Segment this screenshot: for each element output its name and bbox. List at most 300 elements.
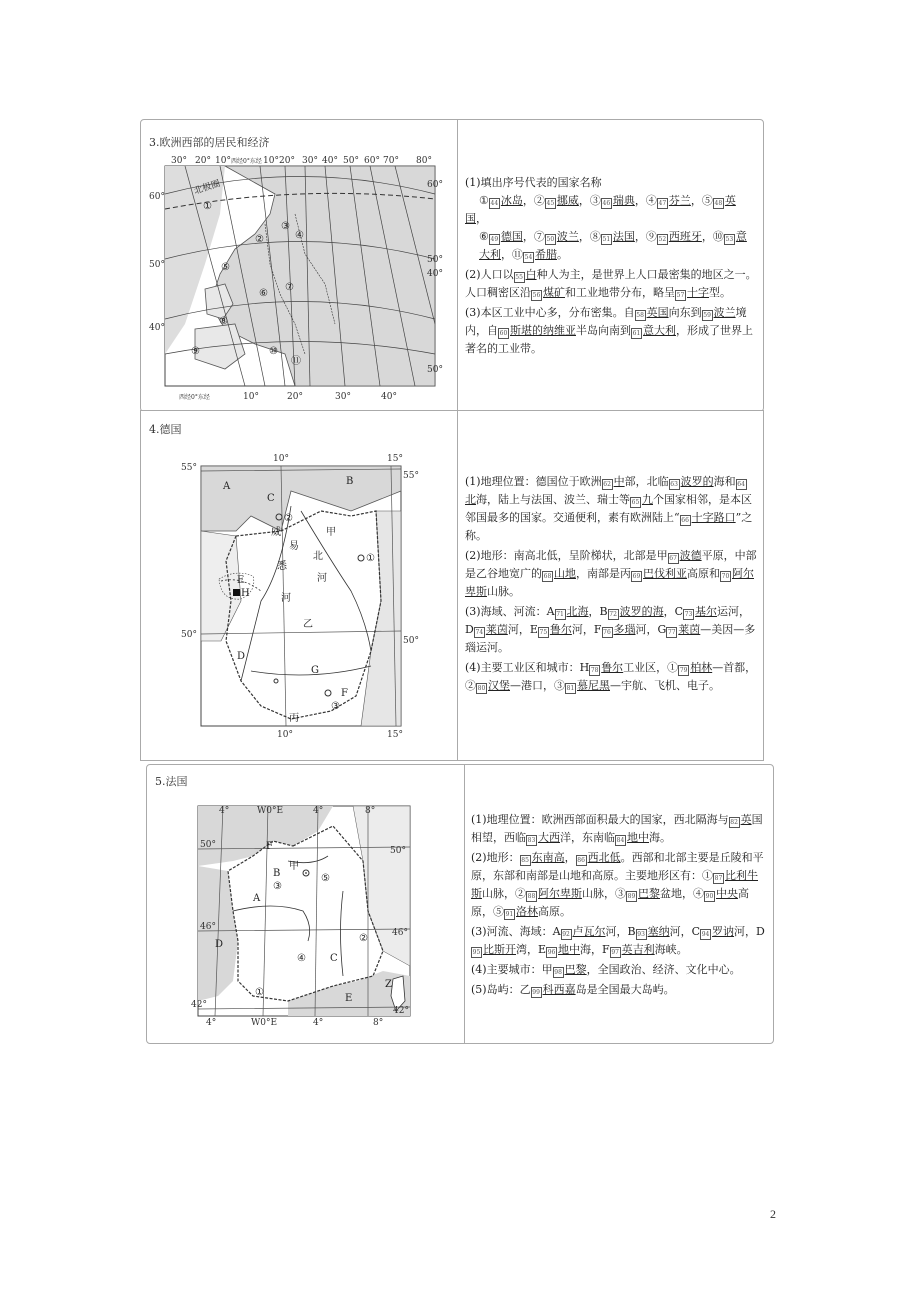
answer-text: 基尔	[695, 605, 718, 618]
answer-text: 大利	[479, 248, 501, 261]
map-marker: ⑩	[269, 346, 278, 357]
answer-number-box: 95	[472, 949, 481, 956]
question-text: 海和	[713, 475, 736, 488]
s5-q3	[471, 923, 767, 959]
answer-text: 法国	[612, 230, 635, 243]
question-text: 河，B	[605, 925, 636, 938]
answer-number-box: 76	[603, 629, 611, 636]
map-label: C	[267, 493, 275, 504]
question-text: 山脉。	[487, 585, 520, 598]
answer-text: 地中	[558, 943, 581, 956]
question-text: 海，F	[580, 943, 610, 956]
question-text: 湾，E	[516, 943, 547, 956]
lon-label: 60°	[364, 156, 380, 166]
answer-number-box: 49	[490, 236, 499, 243]
lon-label: 8°	[373, 1018, 384, 1028]
answer-number-box: 70	[721, 573, 730, 580]
map-label: G	[311, 665, 319, 676]
lon-label: 10°	[263, 156, 279, 166]
question-text: 岛是全国最大岛屿。	[575, 983, 675, 996]
lon-label: 70°	[383, 156, 399, 166]
lon-label: 80°	[416, 156, 432, 166]
answer-text: 西班牙	[668, 230, 702, 243]
map-label: 丙	[289, 713, 299, 724]
answer-text: 阿尔卑斯	[538, 887, 582, 900]
map-label: F	[266, 841, 273, 852]
question-text: ，④	[634, 194, 657, 207]
question-text: (2)地形：南高北低，呈阶梯状，北部是甲	[465, 549, 668, 562]
lon-label: 15°	[387, 730, 403, 740]
lat-label: 50°	[427, 255, 443, 265]
answer-text: 波德	[679, 549, 702, 562]
question-text: 种人为主，是世界上人口最密集的地区之一。人口稠密区沿	[465, 268, 757, 299]
answer-number-box: 98	[554, 969, 562, 976]
question-text: 国相望，西临	[471, 813, 763, 844]
question-text: ，	[476, 212, 487, 225]
answer-text: 地中	[627, 831, 649, 844]
answer-text: 洛林	[516, 905, 538, 918]
answer-number-box: 84	[616, 837, 625, 844]
question-text: 河，D	[734, 925, 765, 938]
answer-number-box: 79	[679, 667, 688, 674]
answer-number-box: 80	[477, 685, 486, 692]
map-marker: ③	[281, 221, 290, 232]
answer-text: 西北低	[587, 851, 621, 864]
map-label: A	[223, 481, 231, 492]
map-label: ⑤	[321, 873, 330, 884]
lat-label: 55°	[181, 463, 197, 473]
question-text: ”之称。	[465, 511, 753, 542]
answer-text: 多瑙	[613, 623, 636, 636]
answer-text: 煤矿	[543, 286, 565, 299]
lat-label: 50°	[149, 260, 165, 270]
answer-number-box: 63	[670, 481, 678, 488]
answer-text: 挪威	[556, 194, 579, 207]
answer-text: 鲁尔	[601, 661, 624, 674]
question-text: 向东到	[668, 306, 702, 319]
map-label: ①	[366, 553, 375, 564]
lat-label: 42°	[393, 1006, 409, 1016]
lon-label: 40°	[381, 392, 397, 402]
answer-text: 莱茵	[485, 623, 508, 636]
question-text: 河，C	[669, 925, 701, 938]
answer-text: 塞纳	[647, 925, 670, 938]
lon-label: 10°	[273, 454, 289, 464]
answer-number-box: 57	[676, 292, 685, 299]
question-text: (5)岛屿：乙	[471, 983, 531, 996]
map-marker: ①	[203, 201, 212, 212]
answer-text: 九	[642, 493, 653, 506]
answer-number-box: 92	[562, 931, 570, 938]
answer-text: 东南高	[531, 851, 565, 864]
question-text: ，形成了世界上著名的工业带。	[465, 324, 753, 355]
europe-map-svg	[149, 154, 445, 404]
s4-q2	[465, 547, 757, 601]
question-text: (3)海域、河流：A	[465, 605, 555, 618]
section-4-answers	[465, 473, 757, 697]
s4-q4	[465, 659, 757, 695]
map-label: D	[215, 939, 224, 950]
answer-number-box: 96	[547, 949, 556, 956]
answer-number-box: 75	[539, 629, 548, 636]
question-text: (4)主要城市：甲	[471, 963, 553, 976]
column-divider	[457, 411, 458, 760]
lon-label: 40°	[322, 156, 338, 166]
answer-text: 波罗的海	[619, 605, 664, 618]
answer-text: 英国	[465, 194, 736, 225]
question-text: —美因—多瑙运河。	[465, 623, 756, 654]
answer-text: 慕尼黑	[577, 679, 610, 692]
answer-text: 英吉利	[621, 943, 655, 956]
lon-label: 10°	[243, 392, 259, 402]
answer-number-box: 61	[632, 330, 641, 337]
question-text: 部，北临	[624, 475, 669, 488]
answer-number-box: 53	[725, 236, 734, 243]
question-text: ，②	[522, 194, 545, 207]
answer-number-box: 82	[730, 819, 738, 826]
answer-text: 北	[465, 493, 476, 506]
answer-number-box: 48	[714, 200, 723, 207]
answer-number-box: 97	[611, 949, 619, 956]
answer-text: 柏林	[690, 661, 713, 674]
section-4-title: 4.德国	[149, 423, 182, 436]
map-label: 甲	[289, 861, 299, 872]
map-label: B	[346, 476, 354, 487]
question-text: ，	[564, 851, 576, 864]
answer-number-box: 93	[637, 931, 645, 938]
answer-number-box: 55	[515, 274, 523, 281]
question-text: 和工业地带分布，略呈	[565, 286, 675, 299]
section-4-panel	[140, 410, 764, 761]
answer-text: 瑞典	[612, 194, 635, 207]
answer-number-box: 52	[658, 236, 667, 243]
answer-text: 鲁尔	[549, 623, 572, 636]
question-text: 海，陆上与法国、波兰、瑞士等	[476, 493, 630, 506]
answer-number-box: 60	[499, 330, 508, 337]
lat-label: 50°	[403, 636, 419, 646]
question-text: 平原，中部是乙谷地宽广的	[465, 549, 757, 580]
answer-number-box: 99	[532, 989, 540, 996]
question-text: 工业区，①	[623, 661, 679, 674]
lat-label: 50°	[390, 846, 406, 856]
question-text: —首都，②	[465, 661, 757, 692]
map-marker: ②	[255, 234, 264, 245]
lat-label: 50°	[181, 630, 197, 640]
answer-text: 波罗的	[680, 475, 714, 488]
lon-label: 10°	[215, 156, 231, 166]
answer-text: 德国	[500, 230, 523, 243]
answer-number-box: 86	[577, 857, 585, 864]
question-text: 山脉，③	[582, 887, 626, 900]
map-label: B	[273, 868, 281, 879]
answer-number-box: 59	[703, 312, 711, 319]
germany-map-svg	[181, 451, 421, 741]
s3-q2	[465, 266, 757, 302]
lon-label: 30°	[302, 156, 318, 166]
answer-text: 莱茵	[678, 623, 701, 636]
question-text: (2)地形：	[471, 851, 520, 864]
column-divider	[464, 765, 465, 1043]
map-label: 北	[313, 551, 323, 562]
question-text: 河，G	[635, 623, 667, 636]
map-label: ②	[359, 933, 368, 944]
question-text: 海峡。	[654, 943, 688, 956]
answer-number-box: 65	[631, 499, 640, 506]
question-text: ，⑦	[522, 230, 545, 243]
section-5-panel	[146, 764, 774, 1044]
answer-text: 英	[740, 813, 752, 826]
answer-number-box: 62	[603, 481, 611, 488]
question-text: 洋，东南临	[560, 831, 615, 844]
question-text: 个国家相邻，是本区邻国最多的国家。交通便利，素有欧洲陆上“	[465, 493, 752, 524]
lon-label: 10°	[277, 730, 293, 740]
answer-number-box: 58	[636, 312, 644, 319]
s3-q1-lead: (1)填出序号代表的国家名称	[465, 176, 602, 189]
lon-label: 30°	[335, 392, 351, 402]
map-marker: ⑧	[219, 316, 228, 327]
question-text: ，B	[588, 605, 608, 618]
question-text: (3)本区工业中心多，分布密集。自	[465, 306, 635, 319]
answer-number-box: 72	[609, 611, 617, 618]
lon-label: W0°E	[251, 1018, 278, 1028]
question-text: 河，E	[507, 623, 538, 636]
answer-text: 芬兰	[668, 194, 691, 207]
europe-map	[149, 154, 445, 404]
question-text: ，⑪	[501, 248, 523, 261]
map-label: 易	[289, 541, 299, 552]
lat-label: 40°	[149, 323, 165, 333]
answer-text: 北海	[566, 605, 589, 618]
question-text: 海。	[649, 831, 671, 844]
question-text: ，C	[663, 605, 684, 618]
map-label: C	[330, 953, 338, 964]
answer-number-box: 56	[532, 292, 541, 299]
question-text: —港口，③	[510, 679, 565, 692]
lat-label: 60°	[427, 180, 443, 190]
answer-text: 冰岛	[500, 194, 523, 207]
lon-label: 4°	[206, 1018, 217, 1028]
answer-text: 卢瓦尔	[572, 925, 606, 938]
section-3-panel	[140, 119, 764, 412]
map-label: E	[345, 993, 353, 1004]
section-5-answers	[471, 811, 767, 1001]
question-text: 。	[557, 248, 568, 261]
answer-number-box: 67	[669, 555, 677, 562]
map-label: Z	[385, 979, 392, 990]
lon-label: W0°E	[257, 806, 284, 816]
map-label: 河	[317, 573, 327, 584]
answer-text: 大西	[538, 831, 560, 844]
answer-text: 巴伐利亚	[643, 567, 687, 580]
question-text: 高原，⑤	[471, 887, 749, 918]
map-label: A	[253, 893, 261, 904]
lat-label: 42°	[191, 1000, 207, 1010]
answer-number-box: 89	[627, 893, 636, 900]
answer-number-box: 71	[556, 611, 564, 618]
lon-label: 20°	[279, 156, 295, 166]
answer-number-box: 81	[566, 685, 575, 692]
answer-text: 波兰	[556, 230, 579, 243]
answer-number-box: 87	[714, 875, 723, 882]
answer-text: 十字路口	[691, 511, 736, 524]
question-text: ，⑤	[690, 194, 713, 207]
question-text: 山脉，②	[482, 887, 526, 900]
lat-label: 46°	[392, 928, 408, 938]
question-text: ，全国政治、经济、文化中心。	[586, 963, 741, 976]
answer-text: 英国	[646, 306, 669, 319]
answer-text: 比利牛斯	[471, 869, 758, 900]
answer-number-box: 54	[524, 254, 533, 261]
lat-label: 40°	[427, 269, 443, 279]
s5-q4	[471, 961, 767, 979]
answer-number-box: 83	[527, 837, 536, 844]
answer-number-box: 85	[521, 857, 529, 864]
map-label: ③	[273, 881, 282, 892]
lon-label: 20°	[287, 392, 303, 402]
s3-q3	[465, 304, 757, 358]
question-text: 盆地，④	[660, 887, 704, 900]
answer-text: 比斯开	[483, 943, 516, 956]
question-text: 河，F	[571, 623, 602, 636]
map-label: 乙	[303, 619, 313, 630]
map-label: E	[237, 575, 245, 586]
map-marker: ⑤	[221, 262, 230, 273]
answer-number-box: 94	[701, 931, 710, 938]
question-text: 高原。	[538, 905, 571, 918]
answer-text: 巴黎	[564, 963, 587, 976]
answer-number-box: 50	[546, 236, 555, 243]
answer-number-box: 44	[490, 200, 499, 207]
lon-label: 20°	[195, 156, 211, 166]
question-text: 高原和	[687, 567, 720, 580]
answer-number-box: 64	[737, 481, 745, 488]
lon-label: 4°	[313, 1018, 324, 1028]
section-3-answers	[465, 174, 757, 360]
map-label: 甲	[326, 527, 336, 538]
question-text: (2)人口以	[465, 268, 514, 281]
answer-number-box: 90	[705, 893, 714, 900]
answer-number-box: 91	[505, 911, 514, 918]
lon-label: 西经0°东经	[179, 394, 210, 401]
question-text: ，⑧	[578, 230, 601, 243]
lat-label: 55°	[403, 471, 419, 481]
question-text: (4)主要工业区和城市：H	[465, 661, 590, 674]
answer-text: 汉堡	[488, 679, 510, 692]
answer-text: 阿尔卑斯	[465, 567, 754, 598]
answer-text: 中央	[716, 887, 738, 900]
answer-number-box: 77	[667, 629, 676, 636]
map-marker: ⑥	[259, 288, 268, 299]
map-label: ③	[331, 701, 340, 712]
map-marker: ⑦	[285, 282, 294, 293]
lon-label: 4°	[219, 806, 230, 816]
map-label: 威	[271, 527, 281, 538]
answer-text: 山地	[554, 567, 576, 580]
lon-label: 30°	[171, 156, 187, 166]
map-label: 河	[281, 593, 291, 604]
map-marker: ⑪	[291, 356, 301, 367]
lat-label: 50°	[200, 840, 216, 850]
section-5-title: 5.法国	[155, 775, 188, 788]
lat-label: 50°	[427, 365, 443, 375]
answer-number-box: 69	[632, 573, 641, 580]
question-text: (3)河流、海域：A	[471, 925, 561, 938]
question-text: ⑥	[479, 230, 489, 243]
answer-text: 白	[525, 268, 537, 281]
lon-label: 50°	[343, 156, 359, 166]
answer-text: 斯堪的纳维亚	[510, 324, 576, 337]
lat-label: 60°	[149, 192, 165, 202]
question-text: ，⑩	[701, 230, 724, 243]
lon-label: 4°	[313, 806, 324, 816]
france-map-svg	[193, 801, 423, 1027]
answer-text: 意大利	[643, 324, 676, 337]
s5-q1	[471, 811, 767, 847]
answer-number-box: 47	[658, 200, 667, 207]
germany-map	[181, 451, 421, 741]
map-label: ①	[255, 987, 264, 998]
map-marker: ⑨	[191, 346, 200, 357]
lon-label: 8°	[365, 806, 376, 816]
map-marker: ④	[295, 230, 304, 241]
question-text: 运河，D	[465, 605, 751, 636]
france-map	[193, 801, 423, 1027]
s3-q1	[465, 174, 757, 264]
answer-number-box: 45	[546, 200, 555, 207]
question-text: 。西部和北部主要是丘陵和平原，东部和南部是山地和高原。主要地形区有：①	[471, 851, 764, 882]
answer-text: 希腊	[535, 248, 557, 261]
section-3-title: 3.欧洲西部的居民和经济	[149, 136, 270, 149]
lat-label: 46°	[200, 922, 216, 932]
s4-q1	[465, 473, 757, 545]
lon-label: 15°	[387, 454, 403, 464]
map-label: F	[341, 688, 348, 699]
map-label: D	[237, 651, 246, 662]
answer-text: 科西嘉	[542, 983, 576, 996]
question-text: 境内，自	[465, 306, 747, 337]
answer-text: 波兰	[713, 306, 736, 319]
answer-text: 十字	[687, 286, 709, 299]
question-text: ，⑨	[634, 230, 657, 243]
map-label: ②	[284, 513, 293, 524]
question-text: ，南部是丙	[576, 567, 631, 580]
arctic-circle-label: 北极圈	[192, 178, 222, 197]
question-text: 型。	[709, 286, 731, 299]
map-label: ④	[297, 953, 306, 964]
answer-number-box: 78	[590, 667, 599, 674]
answer-text: 意	[735, 230, 747, 243]
answer-number-box: 73	[684, 611, 693, 618]
lon-label: 西经0°东经	[231, 158, 262, 165]
s5-q2	[471, 849, 767, 921]
question-text: ①	[479, 194, 489, 207]
answer-text: 罗讷	[712, 925, 735, 938]
question-text: 半岛向南到	[576, 324, 631, 337]
map-label: H	[241, 588, 250, 599]
answer-text: 巴黎	[638, 887, 660, 900]
question-text: —宇航、飞机、电子。	[610, 679, 720, 692]
s5-q5	[471, 981, 767, 999]
question-text: ，③	[578, 194, 601, 207]
question-text: (1)地理位置：德国位于欧洲	[465, 475, 602, 488]
s4-q3	[465, 603, 757, 657]
answer-number-box: 74	[475, 629, 484, 636]
answer-number-box: 51	[602, 236, 611, 243]
map-label: 悉	[277, 561, 287, 572]
column-divider	[457, 120, 458, 411]
answer-number-box: 88	[527, 893, 536, 900]
page-number: 2	[770, 1207, 776, 1221]
